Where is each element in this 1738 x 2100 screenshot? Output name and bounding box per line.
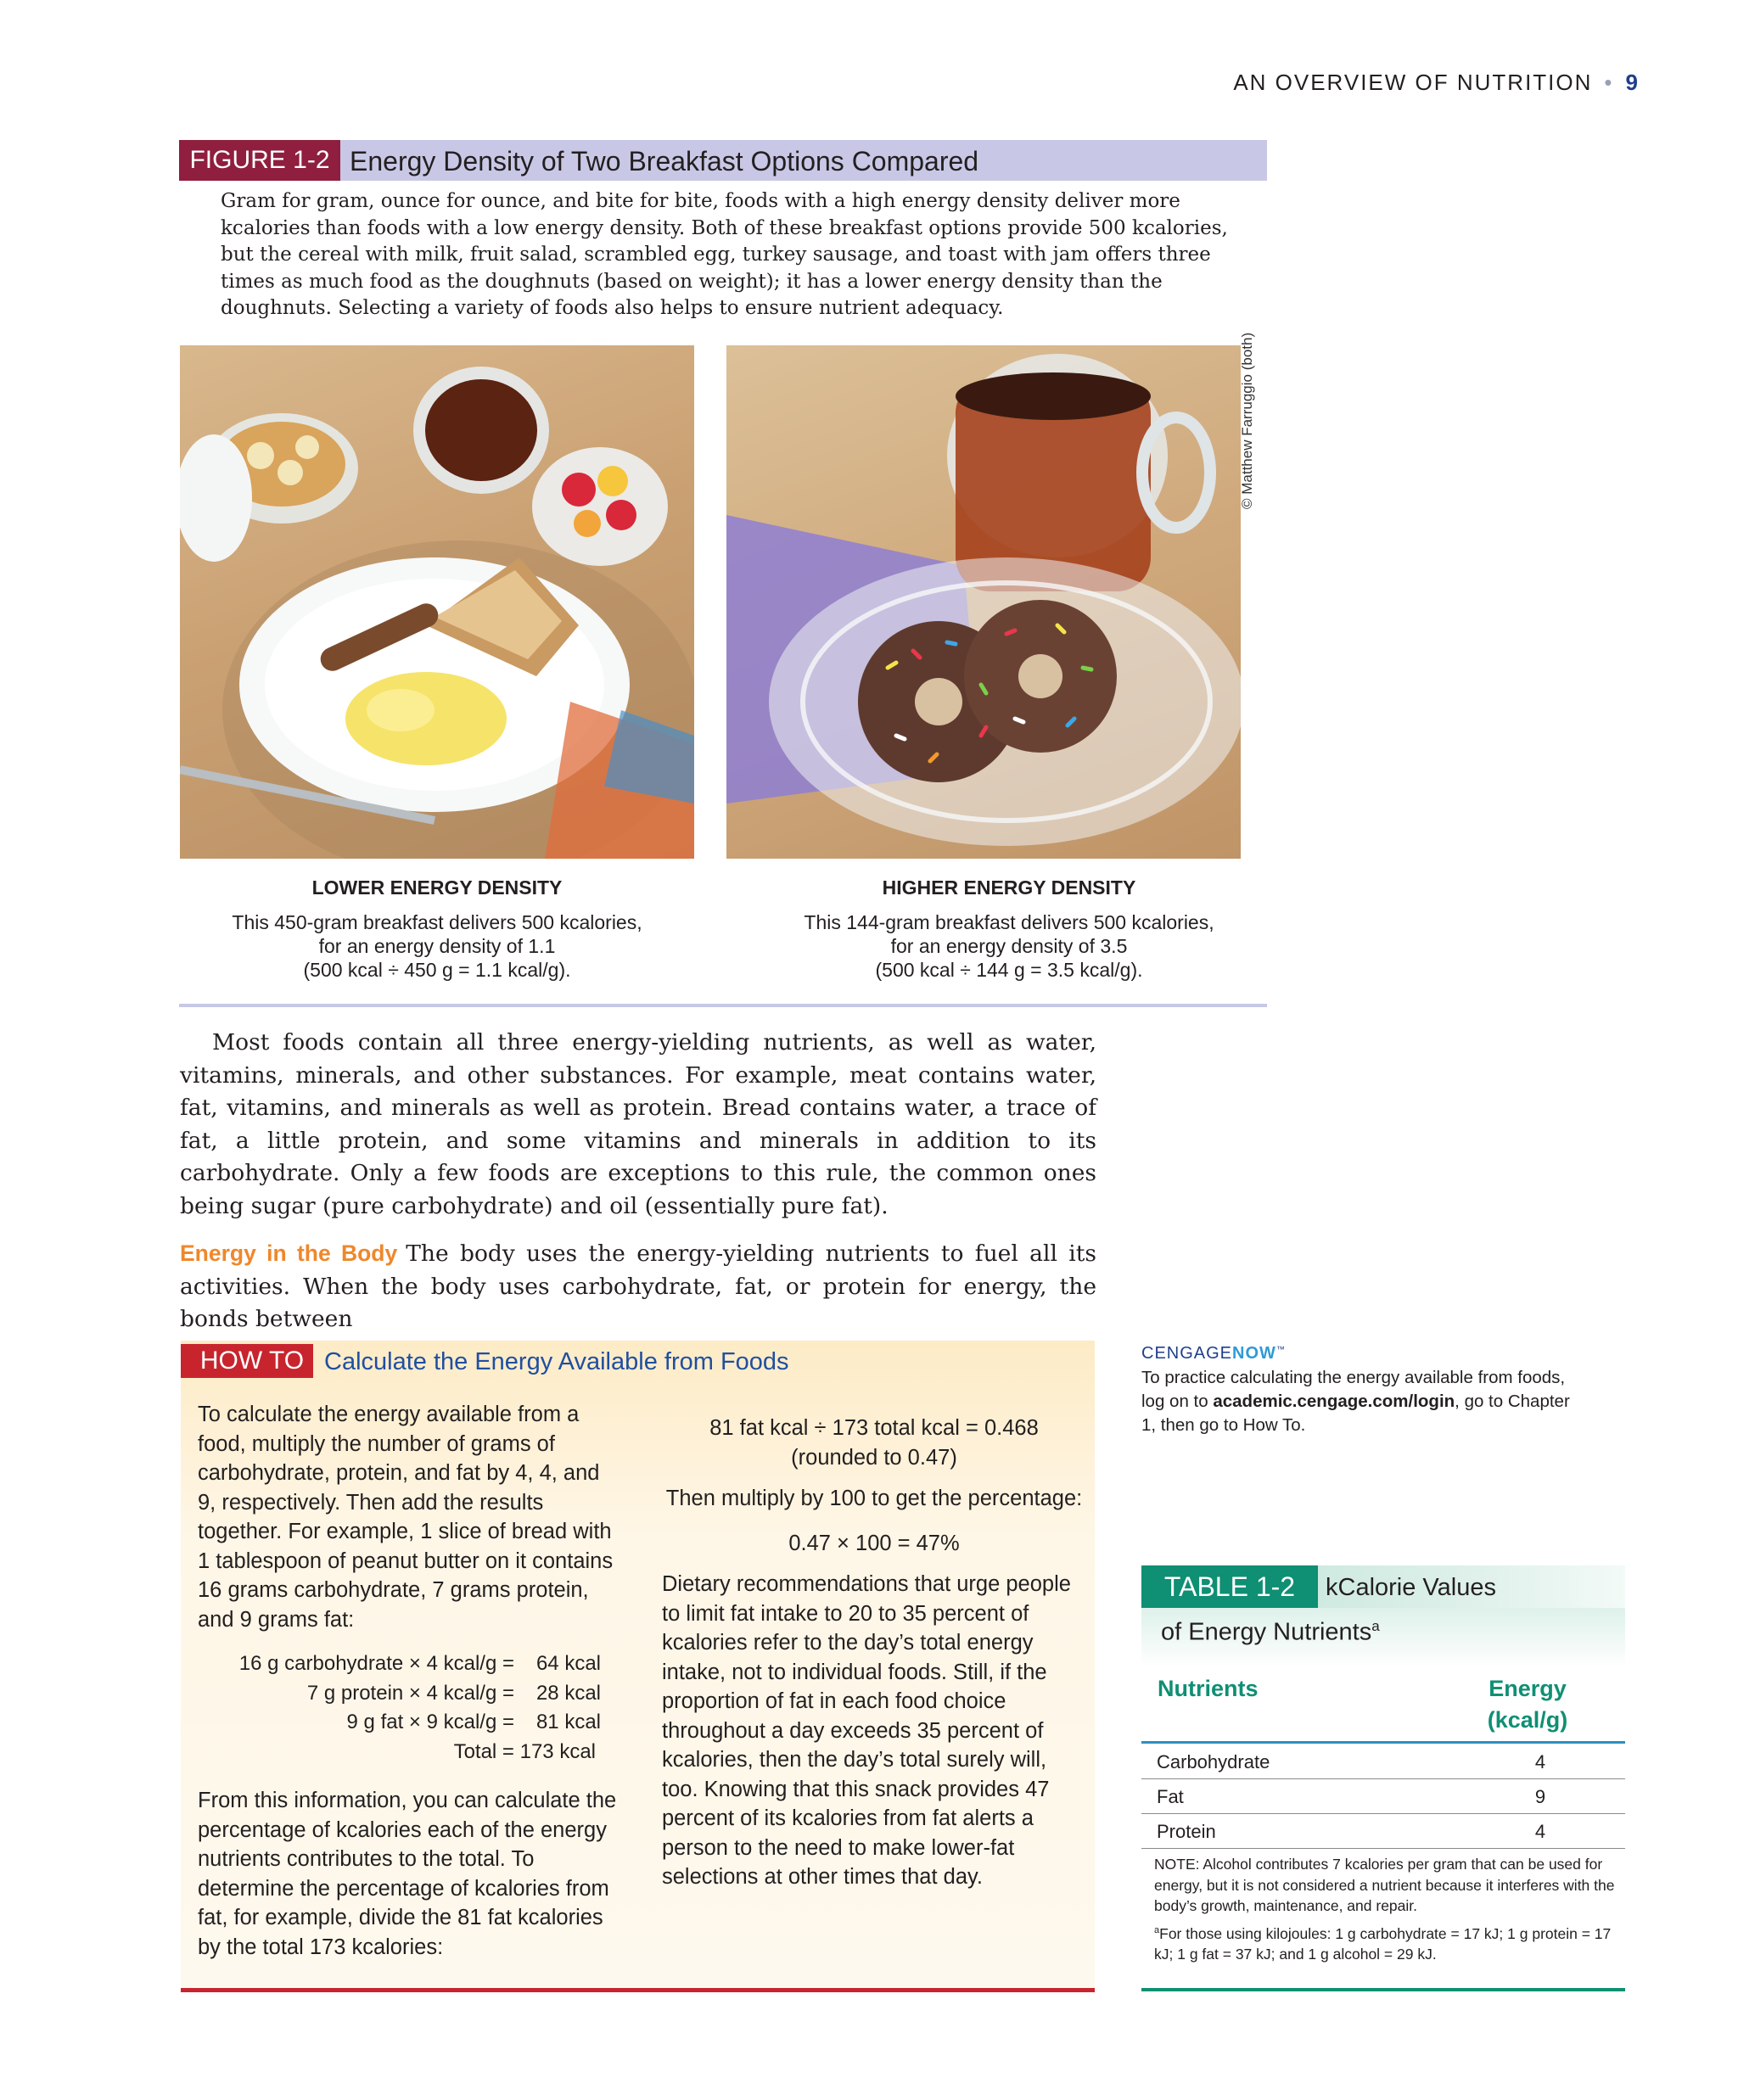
figure-label: FIGURE 1-2	[179, 140, 340, 181]
howto-fat-ratio	[662, 1414, 1086, 1472]
fat-ratio-equation: 81 fat kcal ÷ 173 total kcal = 0.468	[709, 1416, 1039, 1440]
nutrient-name: Fat	[1157, 1786, 1184, 1807]
left-caption-heading: LOWER ENERGY DENSITY	[311, 876, 563, 899]
howto-percentage-intro: From this information, you can calculate the percentage of kcalories each of the energy nutrients contributes to the total. To determine the percentage of kcalories from fat, for example, divide the 81 fat kcalories by the total 173 kcalories:	[198, 1789, 617, 1959]
cengage-text-a: To practice calculating the energy available from foods, log on to	[1141, 1368, 1566, 1411]
column-header-energy-line1: Energy	[1489, 1676, 1567, 1701]
equation-total-text: Total = 173 kcal	[453, 1739, 596, 1763]
howto-bottom-rule	[181, 1988, 1095, 1992]
figure-caption: Gram for gram, ounce for ounce, and bite for bite, foods with a high energy density deliver more kcalories than foods with a low energy density. Both of these breakfast options provide 500 kcalories, but the cereal with milk, fruit salad, scrambled egg, turkey sausage, and toast with jam offers three times as much food as the doughnuts (based on weight); it has a lower energy density than the doughnuts. Selecting a variety of foods also helps to ensure nutrient adequacy.	[221, 190, 1228, 319]
howto-multiply-step: Then multiply by 100 to get the percentage:	[665, 1487, 1083, 1510]
equation-row	[198, 1679, 601, 1709]
column-header-nutrients: Nutrients	[1158, 1676, 1259, 1701]
cengagenow-note	[1141, 1366, 1574, 1437]
photo-lower-energy-breakfast	[180, 345, 694, 859]
table-title-text: of Energy Nutrients	[1161, 1618, 1372, 1646]
equation-left: 16 g carbohydrate × 4 kcal/g =	[238, 1652, 514, 1675]
cengage-wordmark: CENGAGE	[1141, 1344, 1233, 1363]
bullet-separator: •	[1604, 70, 1614, 95]
equation-total	[198, 1738, 601, 1767]
body-paragraph-text: The body uses the energy-yielding nutrients to fuel all its activities. When the body uses carbohydrate, fat, or protein for energy, the bonds between	[180, 1240, 1096, 1332]
howto-accent	[181, 1344, 191, 1378]
table-header-rule	[1141, 1741, 1625, 1744]
howto-equations	[198, 1649, 601, 1767]
photo-higher-energy-breakfast	[726, 345, 1241, 859]
howto-intro: To calculate the energy available from a food, multiply the number of grams of carbohydrate, protein, and fat by 4, 4, and 9, respectively. Then add the results together. For example, 1 slice of bread with 1 tablespoon of peanut butter on it contains 16 grams carbohydrate, 7 grams protein, and 9 grams fat:	[198, 1403, 614, 1632]
table-label: TABLE 1-2	[1141, 1565, 1318, 1608]
howto-label: HOW TO	[191, 1344, 313, 1378]
howto-recommendation: Dietary recommendations that urge people to limit fat intake to 20 to 35 percent of kcalories refer to the day’s total energy intake, not to individual foods. Still, if the proportion of fat in each food choice throughout a day exceeds 35 percent of kcalories, then the day’s total surely will, too. Knowing that this snack provides 47 percent of its kcalories from fat alerts a person to the need to make lower-fat selections at other times that day.	[662, 1572, 1071, 1889]
equation-left: 7 g protein × 4 kcal/g =	[306, 1681, 514, 1705]
left-caption-line: This 450-gram breakfast delivers 500 kcalories,	[232, 911, 642, 933]
footnote-mark: a	[1154, 1924, 1160, 1935]
body-paragraph: Most foods contain all three energy-yielding nutrients, as well as water, vitamins, minerals, and other substances. For example, meat contains water, fat, vitamins, and minerals as well as protein. Bread contains water, a trace of fat, a little protein, and some vitamins and minerals in addition to its carbohydrate. Only a few foods are exceptions to this rule, the common ones being sugar (pure carbohydrate) and oil (essentially pure fat).	[180, 1029, 1096, 1219]
fat-ratio-rounding: (rounded to 0.47)	[791, 1445, 957, 1470]
cengage-text-b: , go to Chapter 1, then go to How To.	[1141, 1392, 1570, 1435]
equation-row	[198, 1649, 601, 1679]
table-title-footnote-mark: a	[1371, 1618, 1380, 1634]
table-footnote	[1154, 1920, 1625, 1965]
now-wordmark: NOW	[1232, 1344, 1276, 1363]
howto-title: Calculate the Energy Available from Foods	[324, 1348, 789, 1375]
running-header	[1103, 70, 1638, 104]
table-title-line2	[1161, 1610, 1380, 1649]
table-row	[1141, 1814, 1625, 1849]
equation-left: 9 g fat × 9 kcal/g =	[346, 1711, 514, 1733]
table-notes	[1154, 1854, 1625, 1964]
body-paragraph-energy-in-body	[180, 1237, 1096, 1336]
equation-right: 81 kcal	[535, 1711, 601, 1733]
page-number: 9	[1625, 70, 1638, 95]
left-caption-line: for an energy density of 1.1	[318, 935, 556, 957]
equation-row	[198, 1708, 601, 1738]
nutrient-name: Protein	[1157, 1821, 1216, 1842]
right-caption-heading: HIGHER ENERGY DENSITY	[882, 876, 1136, 899]
table-row	[1141, 1779, 1625, 1814]
table-row	[1141, 1744, 1625, 1779]
photo-credit: © Matthew Farruggio (both)	[1239, 332, 1255, 509]
footnote-text: For those using kilojoules: 1 g carbohydrate = 17 kJ; 1 g protein = 17 kJ; 1 g fat = 37 kJ; and 1 g alcohol = 29 kJ.	[1154, 1924, 1612, 1963]
cengage-login-link[interactable]: academic.cengage.com/login	[1213, 1392, 1455, 1411]
right-caption-line: for an energy density of 3.5	[890, 935, 1128, 957]
nutrient-energy: 4	[1534, 1821, 1546, 1842]
column-header-energy-line2: (kcal/g)	[1487, 1707, 1568, 1733]
trademark-mark: ™	[1275, 1345, 1286, 1355]
nutrient-energy: 4	[1534, 1751, 1546, 1772]
breakfast-plate-illustration	[180, 345, 694, 859]
cengagenow-logo	[1141, 1344, 1286, 1364]
column-header-energy	[1468, 1673, 1587, 1736]
left-caption	[180, 910, 694, 982]
figure-bottom-rule	[179, 1004, 1267, 1007]
nutrient-name: Carbohydrate	[1157, 1751, 1270, 1772]
running-head-title: AN OVERVIEW OF NUTRITION	[1233, 70, 1593, 95]
equation-right: 64 kcal	[535, 1652, 601, 1675]
left-caption-line: (500 kcal ÷ 450 g = 1.1 kcal/g).	[303, 959, 571, 981]
right-caption	[752, 910, 1266, 982]
doughnut-plate-illustration	[726, 345, 1241, 859]
equation-right: 28 kcal	[535, 1681, 601, 1705]
right-caption-line: (500 kcal ÷ 144 g = 3.5 kcal/g).	[875, 959, 1143, 981]
howto-percentage-equation: 0.47 × 100 = 47%	[788, 1532, 960, 1555]
table-title-line1: kCalorie Values	[1326, 1574, 1496, 1601]
table-note: NOTE: Alcohol contributes 7 kcalories per gram that can be used for energy, but it is not considered a nutrient because it interferes with the body’s growth, maintenance, and repair.	[1154, 1856, 1615, 1914]
nutrient-energy: 9	[1534, 1786, 1546, 1807]
right-caption-line: This 144-gram breakfast delivers 500 kcalories,	[804, 911, 1214, 933]
table-bottom-rule	[1141, 1988, 1625, 1991]
run-in-heading: Energy in the Body	[180, 1240, 398, 1266]
figure-title: Energy Density of Two Breakfast Options Compared	[350, 146, 979, 176]
